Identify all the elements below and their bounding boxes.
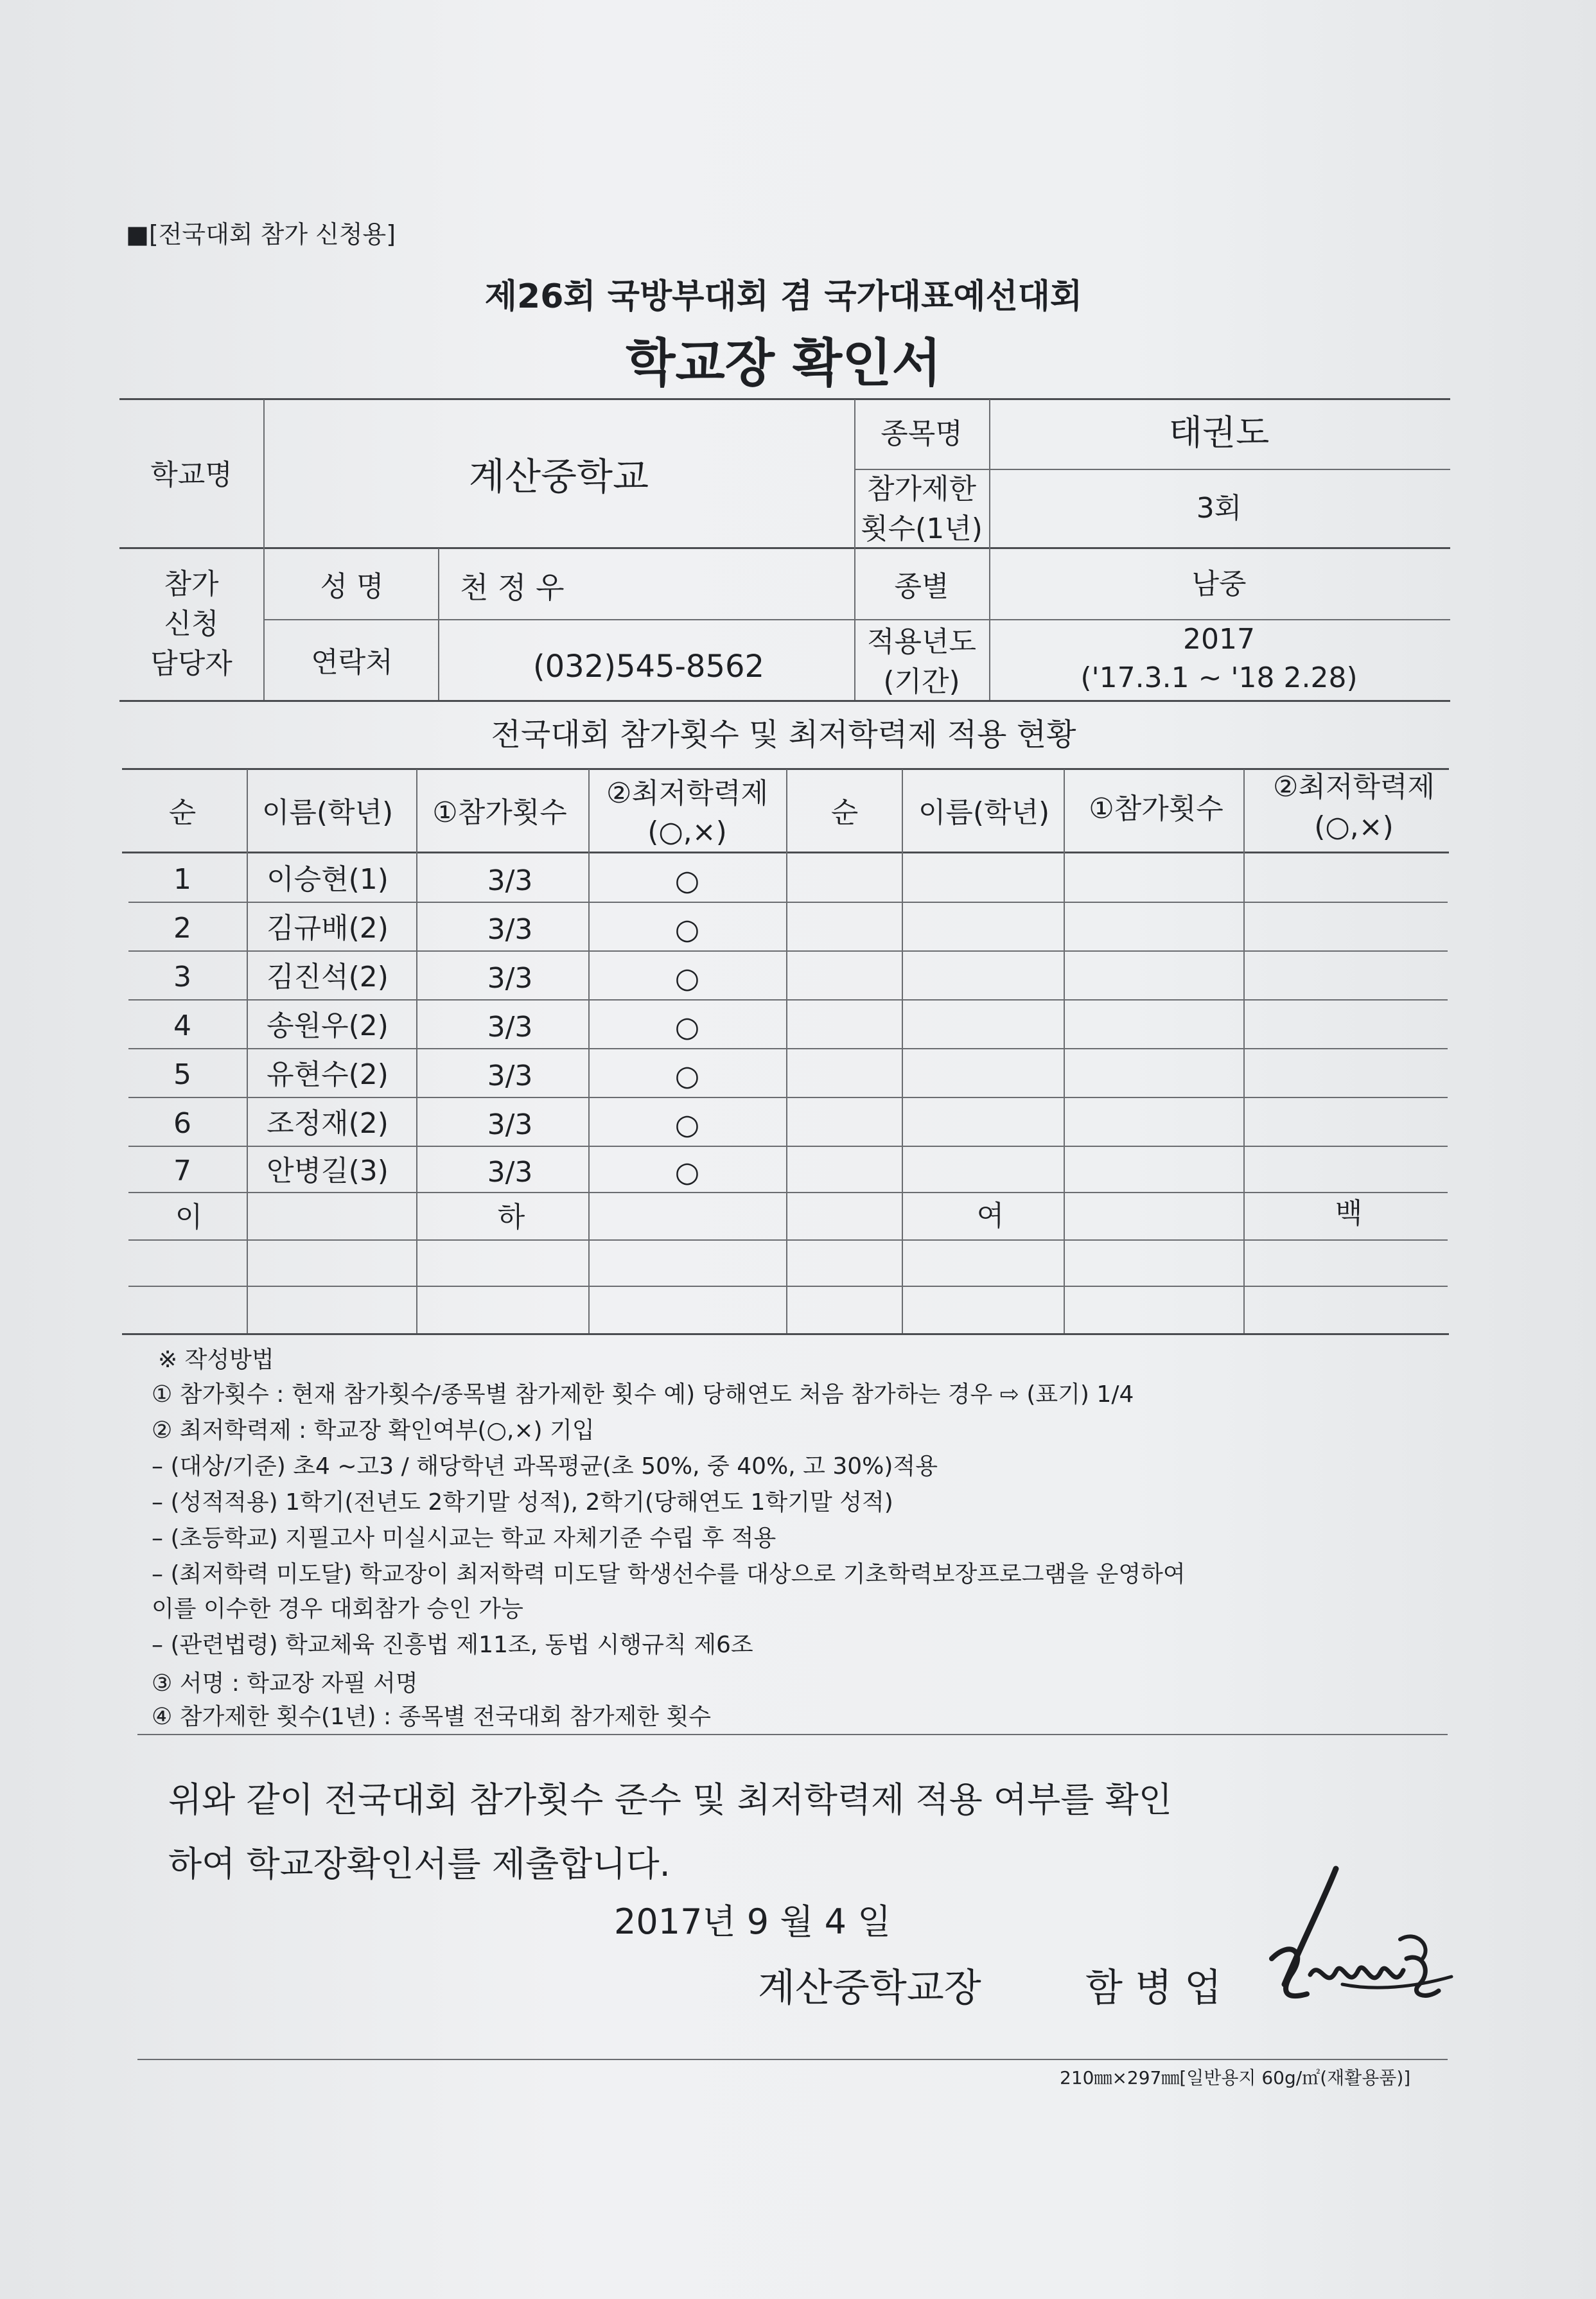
row-6-name: 조정재(2) bbox=[267, 1107, 389, 1140]
row-2-no: 2 bbox=[173, 912, 191, 945]
apply-year-label-2: (기간) bbox=[883, 665, 960, 698]
instruction-1: ① 참가횟수 : 현재 참가횟수/종목별 참가제한 횟수 예) 당해연도 처음 참가하는 경우 ⇨ (표기) 1/4 bbox=[152, 1381, 1134, 1408]
row-2-mark: ○ bbox=[674, 913, 700, 946]
row-1-no: 1 bbox=[173, 863, 191, 896]
instruction-2b: – (성적적용) 1학기(전년도 2학기말 성적), 2학기(당해연도 1학기말 성적) bbox=[152, 1489, 893, 1516]
col-min-left-1: ②최저학력제 bbox=[606, 777, 768, 810]
col-min-left-2: (○,×) bbox=[647, 816, 727, 848]
principal-signature bbox=[1246, 1862, 1464, 2023]
col-count-right: ①참가횟수 bbox=[1089, 792, 1223, 825]
row-1-mark: ○ bbox=[674, 864, 700, 897]
row-6-no: 6 bbox=[173, 1107, 191, 1140]
manager-name-value: 천 정 우 bbox=[460, 570, 565, 605]
contact-label: 연락처 bbox=[311, 646, 393, 679]
row-7-mark: ○ bbox=[674, 1156, 700, 1189]
row-1-name: 이승현(1) bbox=[267, 863, 389, 896]
col-name-left: 이름(학년) bbox=[261, 796, 394, 829]
blank-row-marker-4: 백 bbox=[1335, 1197, 1363, 1230]
principal-name: 함 병 업 bbox=[1085, 1966, 1222, 2011]
confirmation-text-line2: 하여 학교장확인서를 제출합니다. bbox=[168, 1844, 671, 1884]
school-name-label: 학교명 bbox=[150, 459, 232, 491]
row-5-count: 3/3 bbox=[487, 1060, 533, 1092]
participation-limit-label-1: 참가제한 bbox=[866, 473, 977, 505]
blank-row-marker-3: 여 bbox=[976, 1200, 1004, 1232]
division-label: 종별 bbox=[894, 570, 949, 603]
instruction-2d-cont: 이를 이수한 경우 대회참가 승인 가능 bbox=[152, 1596, 523, 1622]
col-no-right: 순 bbox=[830, 796, 859, 829]
row-4-mark: ○ bbox=[674, 1011, 700, 1044]
row-4-name: 송원우(2) bbox=[267, 1010, 389, 1042]
row-4-no: 4 bbox=[173, 1010, 191, 1042]
confirmation-text-line1: 위와 같이 전국대회 참가횟수 준수 및 최저학력제 적용 여부를 확인 bbox=[168, 1779, 1172, 1820]
sport-label: 종목명 bbox=[881, 417, 963, 450]
row-5-name: 유현수(2) bbox=[267, 1058, 389, 1091]
row-3-mark: ○ bbox=[674, 962, 700, 995]
row-7-no: 7 bbox=[173, 1155, 191, 1187]
principal-title: 계산중학교장 bbox=[758, 1966, 981, 2011]
row-1-count: 3/3 bbox=[487, 864, 533, 897]
col-count-left: ①참가횟수 bbox=[432, 796, 567, 829]
division-value: 남중 bbox=[1191, 568, 1247, 600]
row-7-count: 3/3 bbox=[487, 1156, 533, 1189]
instruction-2a: – (대상/기준) 초4 ~고3 / 해당학년 과목평균(초 50%, 중 40%, 고 30%)적용 bbox=[152, 1453, 938, 1480]
manager-name-label: 성 명 bbox=[320, 570, 384, 603]
paper-spec: 210㎜×297㎜[일반용지 60g/㎡(재활용품)] bbox=[1060, 2067, 1411, 2088]
row-5-mark: ○ bbox=[674, 1060, 700, 1092]
participation-limit-value: 3회 bbox=[1196, 492, 1242, 525]
instruction-2d: – (최저학력 미도달) 학교장이 최저학력 미도달 학생선수를 대상으로 기초학력보장프로그램을 운영하여 bbox=[152, 1561, 1186, 1587]
row-3-name: 김진석(2) bbox=[267, 961, 389, 993]
col-name-right: 이름(학년) bbox=[918, 796, 1050, 829]
row-3-no: 3 bbox=[173, 961, 191, 993]
participation-limit-label-2: 횟수(1년) bbox=[861, 512, 983, 545]
sport-value: 태권도 bbox=[1168, 412, 1270, 453]
manager-label-2: 신청 bbox=[164, 608, 219, 640]
row-2-count: 3/3 bbox=[487, 913, 533, 946]
blank-row-marker-2: 하 bbox=[497, 1201, 525, 1234]
document-title-line1: 제26회 국방부대회 겸 국가대표예선대회 bbox=[484, 277, 1083, 316]
apply-year-label-1: 적용년도 bbox=[866, 625, 977, 658]
contact-value: (032)545-8562 bbox=[532, 649, 765, 685]
row-5-no: 5 bbox=[173, 1058, 191, 1091]
instruction-2e: – (관련법령) 학교체육 진흥법 제11조, 동법 시행규칙 제6조 bbox=[152, 1632, 753, 1658]
school-name-value: 계산중학교 bbox=[468, 455, 649, 498]
row-4-count: 3/3 bbox=[487, 1011, 533, 1044]
col-no-left: 순 bbox=[168, 796, 197, 829]
apply-period-value: ('17.3.1 ~ '18 2.28) bbox=[1080, 661, 1358, 694]
manager-label-1: 참가 bbox=[164, 568, 219, 600]
row-6-mark: ○ bbox=[674, 1108, 700, 1141]
apply-year-value: 2017 bbox=[1183, 623, 1255, 656]
document-title: 학교장 확인서 bbox=[626, 333, 942, 393]
row-6-count: 3/3 bbox=[487, 1108, 533, 1141]
instruction-3: ③ 서명 : 학교장 자필 서명 bbox=[152, 1670, 418, 1697]
form-type-tag: ■[전국대회 참가 신청용] bbox=[126, 220, 396, 249]
blank-row-marker-1: 이 bbox=[175, 1201, 203, 1234]
status-title: 전국대회 참가횟수 및 최저학력제 적용 현황 bbox=[491, 717, 1076, 753]
col-min-right-2: (○,×) bbox=[1314, 810, 1394, 843]
instructions-heading: ※ 작성방법 bbox=[158, 1347, 274, 1373]
manager-label-3: 담당자 bbox=[150, 647, 232, 680]
row-2-name: 김규배(2) bbox=[267, 912, 389, 945]
instruction-4: ④ 참가제한 횟수(1년) : 종목별 전국대회 참가제한 횟수 bbox=[152, 1704, 712, 1730]
row-3-count: 3/3 bbox=[487, 962, 533, 995]
row-7-name: 안병길(3) bbox=[267, 1155, 389, 1187]
issue-date: 2017년 9 월 4 일 bbox=[614, 1901, 891, 1942]
col-min-right-1: ②최저학력제 bbox=[1273, 771, 1435, 803]
instruction-2: ② 최저학력제 : 학교장 확인여부(○,×) 기입 bbox=[152, 1417, 595, 1444]
instruction-2c: – (초등학교) 지필고사 미실시교는 학교 자체기준 수립 후 적용 bbox=[152, 1525, 776, 1552]
